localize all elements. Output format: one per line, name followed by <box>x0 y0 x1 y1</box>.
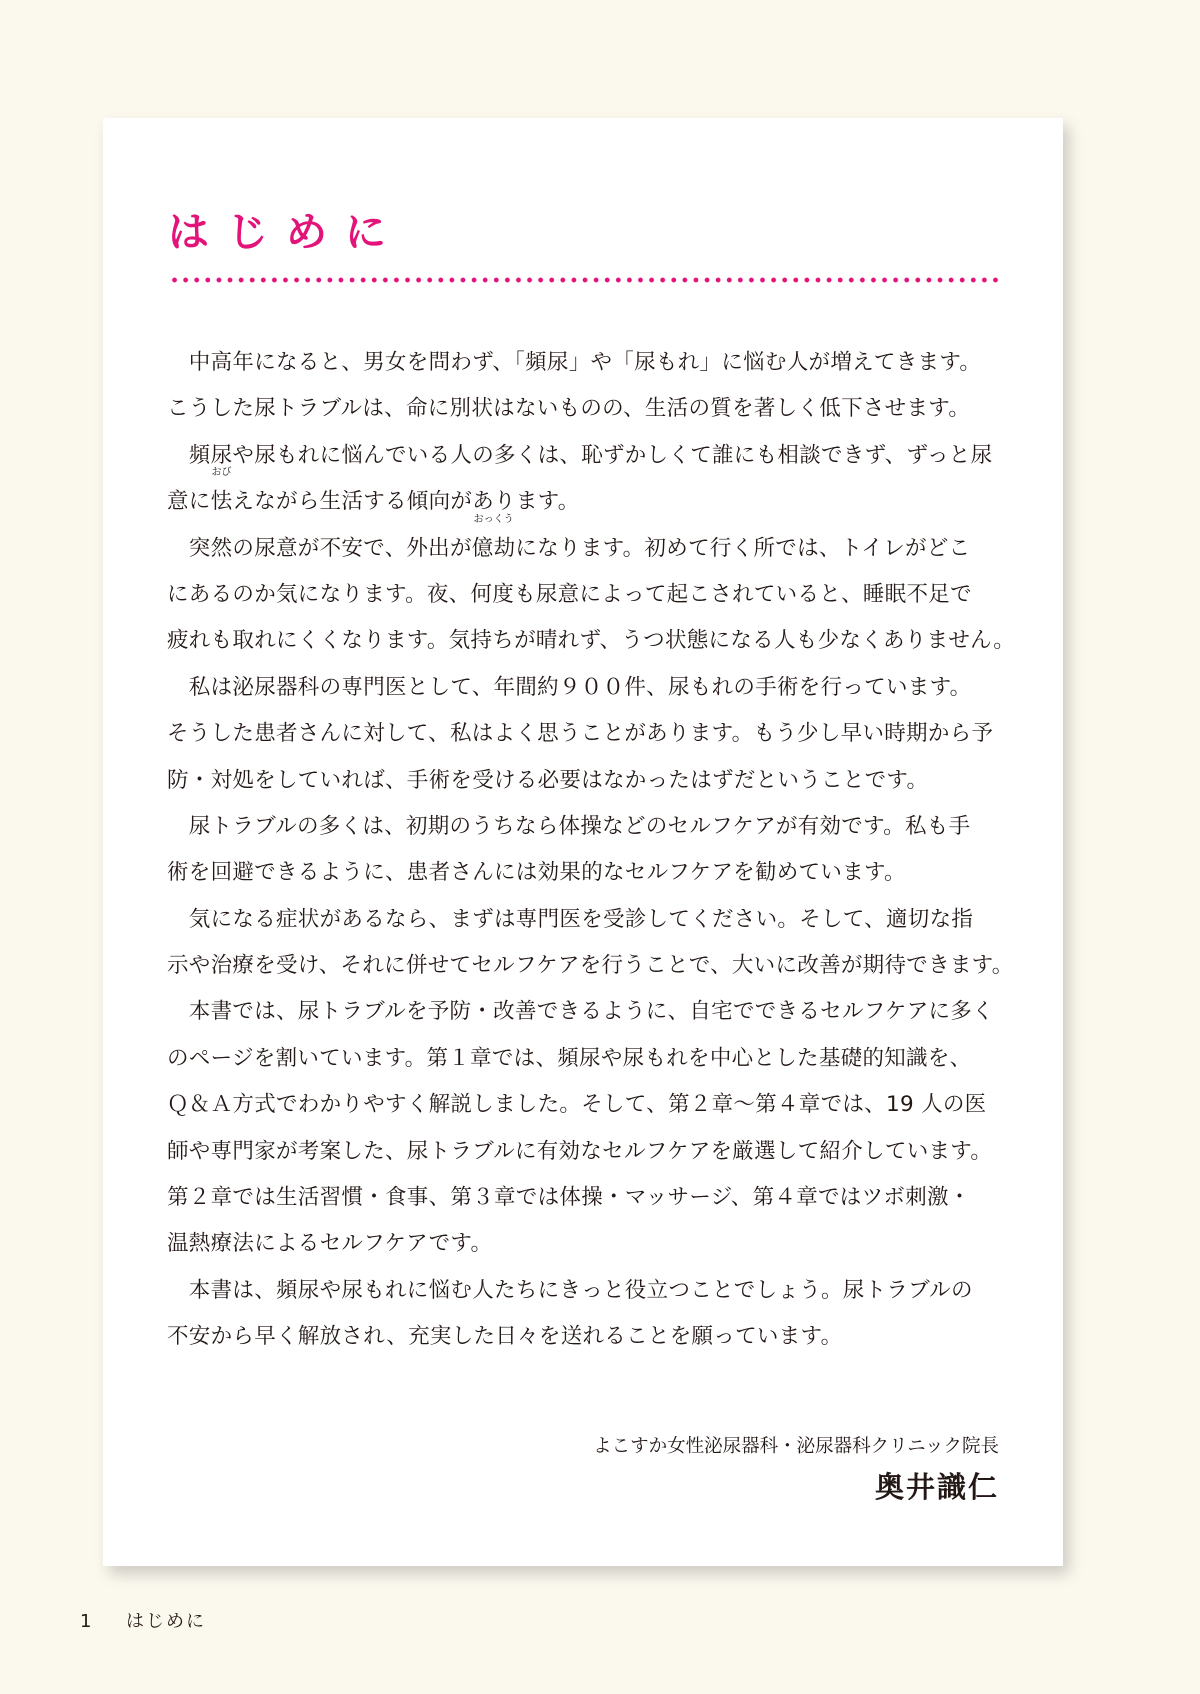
ruby-obi <box>210 467 233 525</box>
paragraph-2-line-2-pre: 意に <box>167 489 211 515</box>
paragraph-8-line-2: 不安から早く解放され、充実した日々を送れることを願っています。 <box>167 1324 843 1350</box>
ruby-okkuu-base: 億劫 <box>471 535 516 561</box>
page-number: 1 <box>80 1611 92 1632</box>
paragraph-3-line-2: にあるのか気になります。夜、何度も尿意によって起こされていると、睡眠不足で <box>167 581 972 607</box>
paragraph-1-line-2: こうした尿トラブルは、命に別状はないものの、生活の質を著しく低下させます。 <box>167 396 971 422</box>
paragraph-2-line-2-post: えながら生活する傾向があります。 <box>232 489 580 515</box>
paragraph-7-line-4: 師や専門家が考案した、尿トラブルに有効なセルフケアを厳選して紹介しています。 <box>167 1138 993 1164</box>
paragraph-7-line-6: 温熱療法によるセルフケアです。 <box>167 1231 493 1257</box>
paragraph-3-line-1 <box>167 513 1007 572</box>
paragraph-7-line-2: のページを割いています。第１章では、頻尿や尿もれを中心とした基礎的知識を、 <box>167 1045 972 1071</box>
paragraph-5-line-2: 術を回避できるように、患者さんには効果的なセルフケアを勧めています。 <box>167 860 906 886</box>
paragraph-6-line-2: 示や治療を受け、それに併せてセルフケアを行うことで、大いに改善が期待できます。 <box>167 953 1014 979</box>
paragraph-4-line-1: 私は泌尿器科の専門医として、年間約９００件、尿もれの手術を行っています。 <box>167 674 972 700</box>
paragraph-2-line-1: 頻尿や尿もれに悩んでいる人の多くは、恥ずかしくて誰にも相談できず、ずっと尿 <box>167 442 993 468</box>
body-text <box>167 340 1016 1361</box>
ruby-okkuu-text: おっくう <box>473 513 514 525</box>
paragraph-1-line-1: 中高年になると、男女を問わず、「頻尿」や「尿もれ」に悩む人が増えてきます。 <box>167 350 982 375</box>
author-affiliation: よこすか女性泌尿器科・泌尿器科クリニック院長 <box>593 1436 999 1457</box>
paragraph-6-line-1: 気になる症状があるなら、まずは専門医を受診してください。そして、適切な指 <box>167 906 974 932</box>
paragraph-5-line-1: 尿トラブルの多くは、初期のうちなら体操などのセルフケアが有効です。私も手 <box>167 813 971 839</box>
ruby-okkuu <box>471 513 516 572</box>
page-footer <box>80 1613 206 1631</box>
ruby-obi-text: おび <box>211 467 232 479</box>
paragraph-2-line-2 <box>167 467 1007 525</box>
running-section-title: はじめに <box>126 1611 206 1632</box>
paragraph-4-line-3: 防・対処をしていれば、手術を受ける必要はなかったはずだということです。 <box>167 767 929 793</box>
paragraph-7-line-1: 本書では、尿トラブルを予防・改善できるように、自宅でできるセルフケアに多く <box>167 999 994 1025</box>
paragraph-7-line-3: Ｑ＆Ａ方式でわかりやすく解説しました。そして、第２章〜第４章では、19 人の医 <box>167 1092 987 1118</box>
paragraph-8-line-1: 本書は、頻尿や尿もれに悩む人たちにきっと役立つことでしょう。尿トラブルの <box>167 1277 973 1303</box>
paragraph-4-line-2: そうした患者さんに対して、私はよく思うことがあります。もう少し早い時期から予 <box>167 721 994 747</box>
paragraph-7-line-5: 第２章では生活習慣・食事、第３章では体操・マッサージ、第４章ではツボ刺激・ <box>167 1185 971 1211</box>
ruby-obi-base: 怯 <box>210 489 233 515</box>
author-name: 奥井識仁 <box>874 1470 999 1504</box>
title-dotted-rule <box>169 277 1001 283</box>
paragraph-3-line-3: 疲れも取れにくくなります。気持ちが晴れず、うつ状態になる人も少なくありません。 <box>167 628 1016 654</box>
page-card <box>103 118 1063 1566</box>
page-title: はじめに <box>168 208 404 256</box>
paragraph-3-line-1-post: になります。初めて行く所では、トイレがどこ <box>515 535 971 561</box>
paragraph-3-line-1-pre: 突然の尿意が不安で、外出が <box>167 535 472 561</box>
